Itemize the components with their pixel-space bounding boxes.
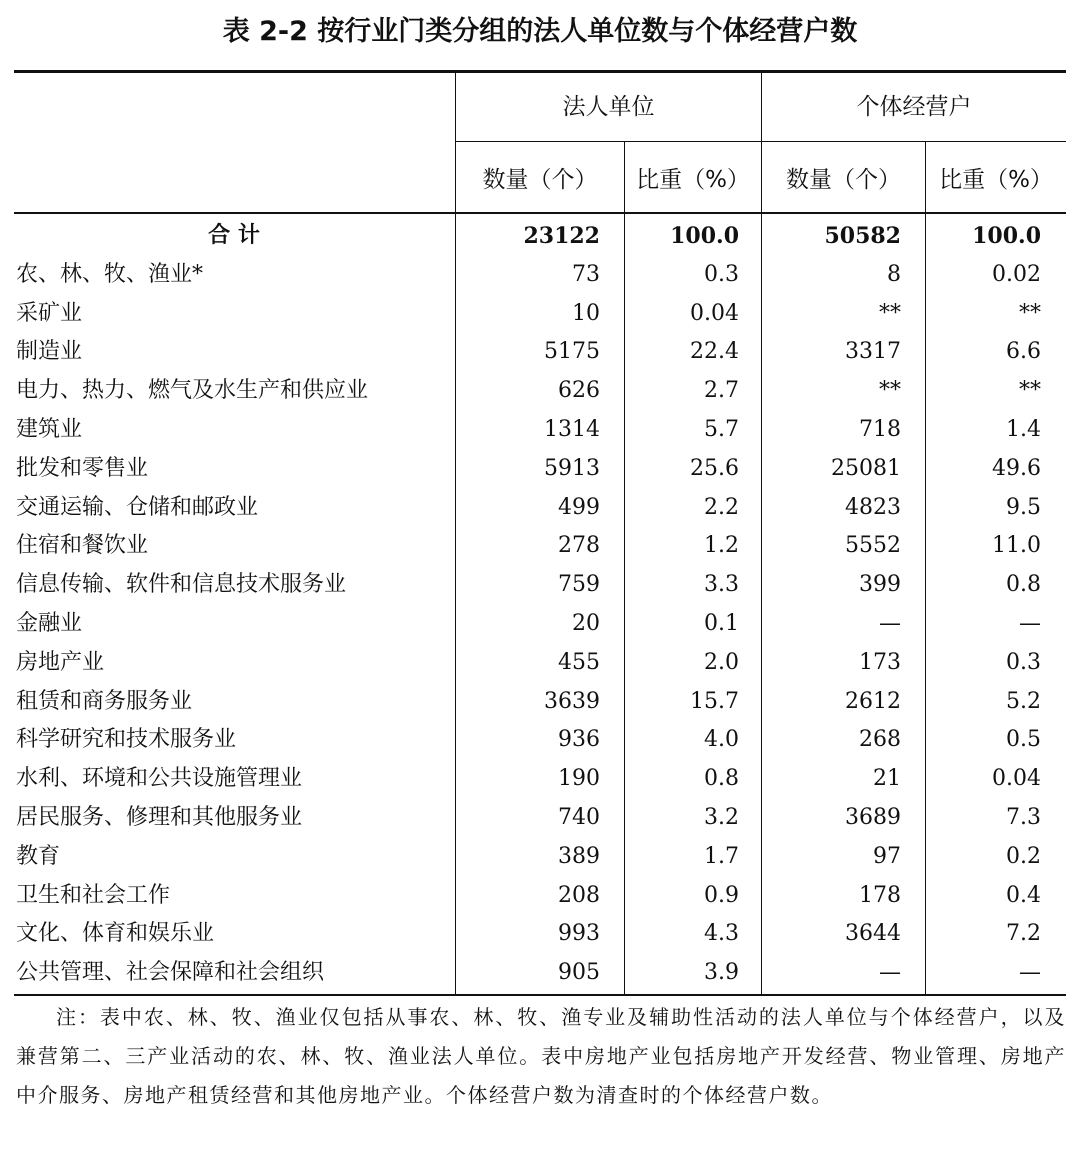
legal-share-cell: 5.7 [704,416,739,442]
legal-share-cell: 0.9 [704,882,739,908]
industry-cell: 农、林、牧、渔业* [16,261,204,287]
individual-share-cell: — [1019,960,1041,986]
individual-share-cell: 0.3 [1006,649,1041,675]
header-legal-entities: 法人单位 [562,94,655,120]
legal-count-cell: 905 [558,960,600,986]
legal-count-cell: 208 [558,882,600,908]
legal-count-cell: 499 [558,494,600,520]
individual-count-cell: 268 [859,727,901,753]
individual-share-cell: 0.2 [1006,843,1041,869]
table-row-total [14,217,1066,256]
individual-share-cell: 0.02 [992,261,1041,287]
table-row [14,527,1066,566]
table-top-rule [14,70,1066,73]
industry-cell: 电力、热力、燃气及水生产和供应业 [16,378,369,404]
individual-share-cell: 5.2 [1006,688,1041,714]
legal-count-cell: 73 [572,261,600,287]
individual-count-cell: 178 [859,882,901,908]
individual-count-cell: 399 [859,572,901,598]
industry-cell: 建筑业 [16,416,83,442]
total-label: 合 计 [208,223,260,248]
legal-share-cell: 3.9 [704,960,739,986]
legal-share-cell: 0.04 [690,300,739,326]
individual-share-cell: ** [1019,300,1041,326]
individual-count-cell: 4823 [845,494,901,520]
legal-share-cell: 1.2 [704,533,739,559]
table-body [14,217,1066,993]
individual-share-cell: 0.5 [1006,727,1041,753]
individual-count-cell: 25081 [831,455,901,481]
individual-count-cell: — [879,960,901,986]
individual-count-cell: 718 [859,416,901,442]
table-row [14,760,1066,799]
total-legal-count: 23122 [523,223,600,249]
legal-share-cell: 4.0 [704,727,739,753]
legal-share-cell: 2.7 [704,378,739,404]
legal-share-cell: 1.7 [704,843,739,869]
individual-share-cell: 11.0 [992,533,1041,559]
industry-cell: 教育 [16,843,61,869]
header-legal-count: 数量（个） [482,167,598,193]
industry-cell: 信息传输、软件和信息技术服务业 [16,572,347,598]
table-row [14,295,1066,334]
header-bottom-rule [14,212,1066,214]
legal-share-cell: 4.3 [704,921,739,947]
table-row [14,915,1066,954]
table-row [14,954,1066,993]
table-footnote: 注：表中农、林、牧、渔业仅包括从事农、林、牧、渔专业及辅助性活动的法人单位与个体经营户，以及兼营第二、三产业活动的农、林、牧、渔业法人单位。表中房地产业包括房地产开发经营、物业管理、房地产中介服务、房地产租赁经营和其他房地产业。个体经营户数为清查时的个体经营户数。 [16,1005,1066,1107]
industry-cell: 居民服务、修理和其他服务业 [16,804,303,830]
individual-count-cell: — [879,610,901,636]
legal-count-cell: 936 [558,727,600,753]
table-row [14,333,1066,372]
table-row [14,644,1066,683]
industry-cell: 金融业 [16,610,83,636]
legal-share-cell: 15.7 [690,688,739,714]
industry-cell: 卫生和社会工作 [16,882,171,908]
individual-count-cell: 173 [859,649,901,675]
legal-count-cell: 3639 [544,688,600,714]
individual-share-cell: 9.5 [1006,494,1041,520]
legal-count-cell: 740 [558,804,600,830]
industry-cell: 房地产业 [16,649,105,675]
industry-cell: 采矿业 [16,300,83,326]
industry-cell: 科学研究和技术服务业 [16,727,237,753]
legal-count-cell: 5913 [544,455,600,481]
individual-count-cell: 2612 [845,688,901,714]
individual-share-cell: 0.4 [1006,882,1041,908]
individual-count-cell: ** [879,378,901,404]
legal-count-cell: 1314 [544,416,600,442]
legal-share-cell: 22.4 [690,339,739,365]
industry-cell: 租赁和商务服务业 [16,688,193,714]
header-individual-households: 个体经营户 [856,94,972,120]
table-row [14,489,1066,528]
total-individual-share: 100.0 [972,223,1041,249]
header-individual-count: 数量（个） [786,167,901,193]
table-title: 表 2-2 按行业门类分组的法人单位数与个体经营户数 [222,16,858,47]
industry-cell: 批发和零售业 [16,455,149,481]
individual-count-cell: 3317 [845,339,901,365]
individual-share-cell: 0.04 [992,766,1041,792]
legal-count-cell: 389 [558,843,600,869]
individual-count-cell: 3644 [845,921,901,947]
legal-share-cell: 3.3 [704,572,739,598]
individual-count-cell: ** [879,300,901,326]
legal-count-cell: 10 [572,300,600,326]
individual-share-cell: 6.6 [1006,339,1041,365]
table-row [14,877,1066,916]
table-row [14,605,1066,644]
table-row [14,450,1066,489]
table-bottom-rule [14,994,1066,996]
individual-share-cell: 49.6 [992,455,1041,481]
legal-share-cell: 0.3 [704,261,739,287]
table-row [14,721,1066,760]
industry-cell: 制造业 [16,339,83,365]
individual-count-cell: 97 [873,843,901,869]
individual-count-cell: 8 [887,261,901,287]
header-legal-share: 比重（%） [636,167,750,193]
legal-count-cell: 20 [572,610,600,636]
individual-share-cell: 1.4 [1006,416,1041,442]
industry-cell: 公共管理、社会保障和社会组织 [16,960,325,986]
table-row [14,566,1066,605]
industry-cell: 水利、环境和公共设施管理业 [16,766,303,792]
legal-count-cell: 5175 [544,339,600,365]
legal-count-cell: 278 [558,533,600,559]
table-row [14,372,1066,411]
individual-share-cell: 0.8 [1006,572,1041,598]
legal-share-cell: 25.6 [690,455,739,481]
individual-count-cell: 5552 [845,533,901,559]
legal-share-cell: 3.2 [704,804,739,830]
total-legal-share: 100.0 [670,223,739,249]
individual-count-cell: 21 [873,766,901,792]
industry-cell: 交通运输、仓储和邮政业 [16,494,259,520]
industry-cell: 文化、体育和娱乐业 [16,921,215,947]
legal-count-cell: 759 [558,572,600,598]
total-individual-count: 50582 [824,223,901,249]
industry-cell: 住宿和餐饮业 [16,533,149,559]
legal-share-cell: 0.1 [704,610,739,636]
individual-count-cell: 3689 [845,804,901,830]
header-individual-share: 比重（%） [939,167,1053,193]
legal-share-cell: 0.8 [704,766,739,792]
legal-share-cell: 2.0 [704,649,739,675]
table-row [14,411,1066,450]
legal-count-cell: 626 [558,378,600,404]
individual-share-cell: — [1019,610,1041,636]
legal-count-cell: 455 [558,649,600,675]
table-row [14,799,1066,838]
legal-count-cell: 190 [558,766,600,792]
table-row [14,683,1066,722]
individual-share-cell: 7.3 [1006,804,1041,830]
individual-share-cell: ** [1019,378,1041,404]
legal-count-cell: 993 [558,921,600,947]
individual-share-cell: 7.2 [1006,921,1041,947]
table-row [14,256,1066,295]
legal-share-cell: 2.2 [704,494,739,520]
header-group-underline [455,141,1066,142]
table-row [14,838,1066,877]
